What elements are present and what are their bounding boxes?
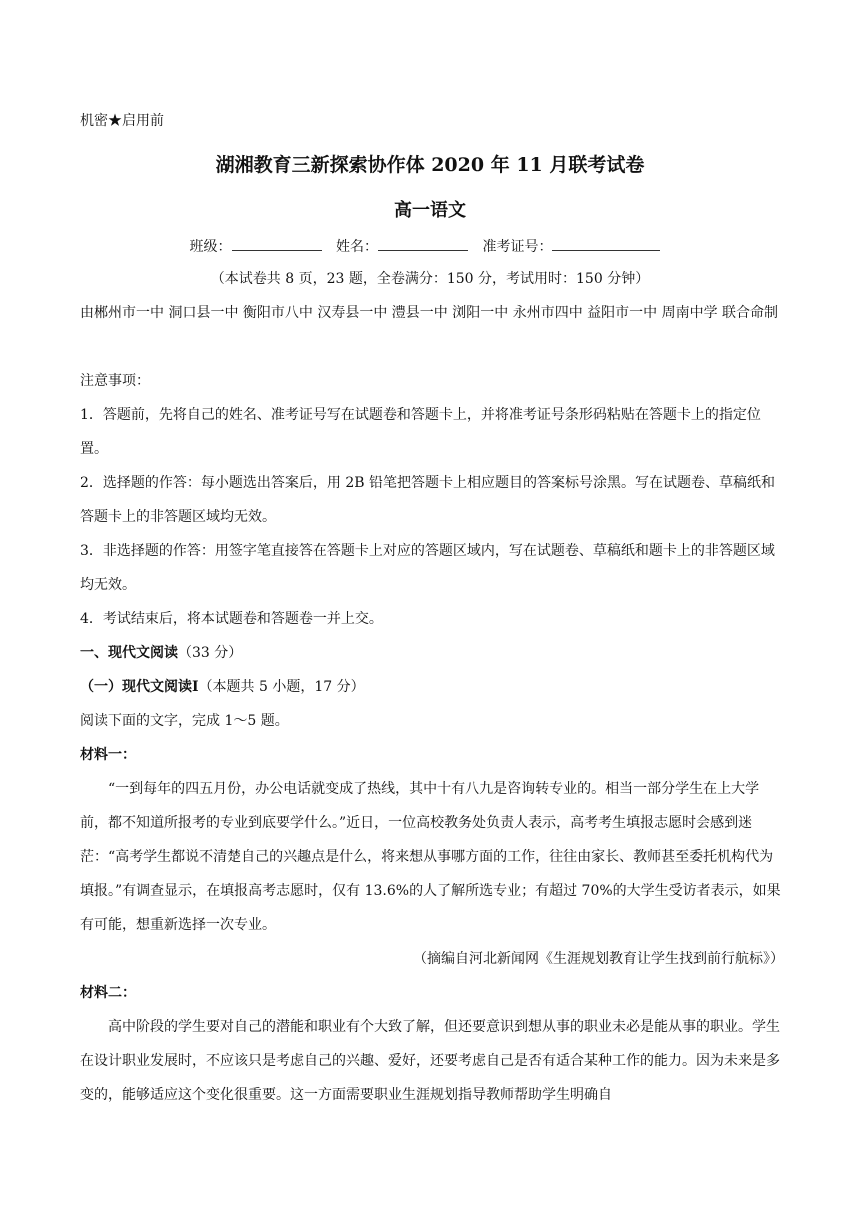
section1-title: 一、现代文阅读 (80, 645, 178, 661)
material1-label: 材料一： (80, 747, 136, 763)
material2-text: 高中阶段的学生要对自己的潜能和职业有个大致了解，但还要意识到想从事的职业未必是能从事的职业。学生在设计职业发展时，不应该只是考虑自己的兴趣、爱好，还要考虑自己是否有适合某种工作的能力。因为未来是多变的，能够适应这个变化很重要。这一方面需要职业生涯规划指导教师帮助学生明确自 (80, 1019, 780, 1103)
instruction: 阅读下面的文字，完成 1～5 题。 (80, 713, 289, 729)
notice-item-1: 1．答题前，先将自己的姓名、准考证号写在试题卷和答题卡上，并将准考证号条形码粘贴在答题卡上的指定位置。 (80, 407, 761, 457)
class-field[interactable] (232, 236, 322, 251)
exam-no-field[interactable] (552, 236, 660, 251)
name-label: 姓名： (336, 239, 378, 255)
class-label: 班级： (189, 239, 232, 255)
subsection1-score: （本题共 5 小题，17 分） (198, 679, 365, 695)
exam-note: （本试卷共 8 页，23 题，全卷满分：150 分，考试用时：150 分钟） (210, 271, 650, 287)
notice-heading: 注意事项： (80, 373, 150, 389)
exam-no-label: 准考证号： (482, 239, 553, 255)
secret-mark: 机密★启用前 (80, 113, 164, 129)
subsection1-heading (80, 670, 784, 704)
notice-item-3: 3．非选择题的作答：用签字笔直接答在答题卡上对应的答题区域内，写在试题卷、草稿纸和题卡上的非答题区域均无效。 (80, 543, 775, 593)
section1-score: （33 分） (178, 645, 243, 661)
notice-item-4: 4．考试结束后，将本试题卷和答题卷一并上交。 (80, 611, 383, 627)
name-field[interactable] (378, 236, 468, 251)
schools-line: 由郴州市一中 洞口县一中 衡阳市八中 汉寿县一中 澧县一中 浏阳一中 永州市四中 益阳市一中 周南中学 联合命制 (80, 305, 779, 321)
section1-heading (80, 636, 784, 670)
material1-text: “一到每年的四五月份，办公电话就变成了热线，其中十有八九是咨询转专业的。相当一部分学生在上大学前，都不知道所报考的专业到底要学什么。”近日，一位高校教务处负责人表示，高考考生填报志愿时会感到迷茫：“高考学生都说不清楚自己的兴趣点是什么，将来想从事哪方面的工作，往往由家长、教师甚至委托机构代为填报。”有调查显示，在填报高考志愿时，仅有 13.6%的人了解所选专业；有超过 70%的大学生受访者表示，如果有可能，想重新选择一次专业。 (80, 781, 781, 933)
notice-item-2: 2．选择题的作答：每小题选出答案后，用 2B 铅笔把答题卡上相应题目的答案标号涂黑。写在试题卷、草稿纸和答题卡上的非答题区域均无效。 (80, 475, 776, 525)
material2-label: 材料二： (80, 985, 136, 1001)
subject-title: 高一语文 (394, 200, 466, 221)
subsection1-title: （一）现代文阅读Ⅰ (80, 679, 199, 695)
exam-title: 湖湘教育三新探索协作体 2020 年 11 月联考试卷 (215, 154, 645, 176)
info-line (0, 236, 860, 256)
material1-source: （摘编自河北新闻网《生涯规划教育让学生找到前行航标》） (413, 951, 784, 967)
